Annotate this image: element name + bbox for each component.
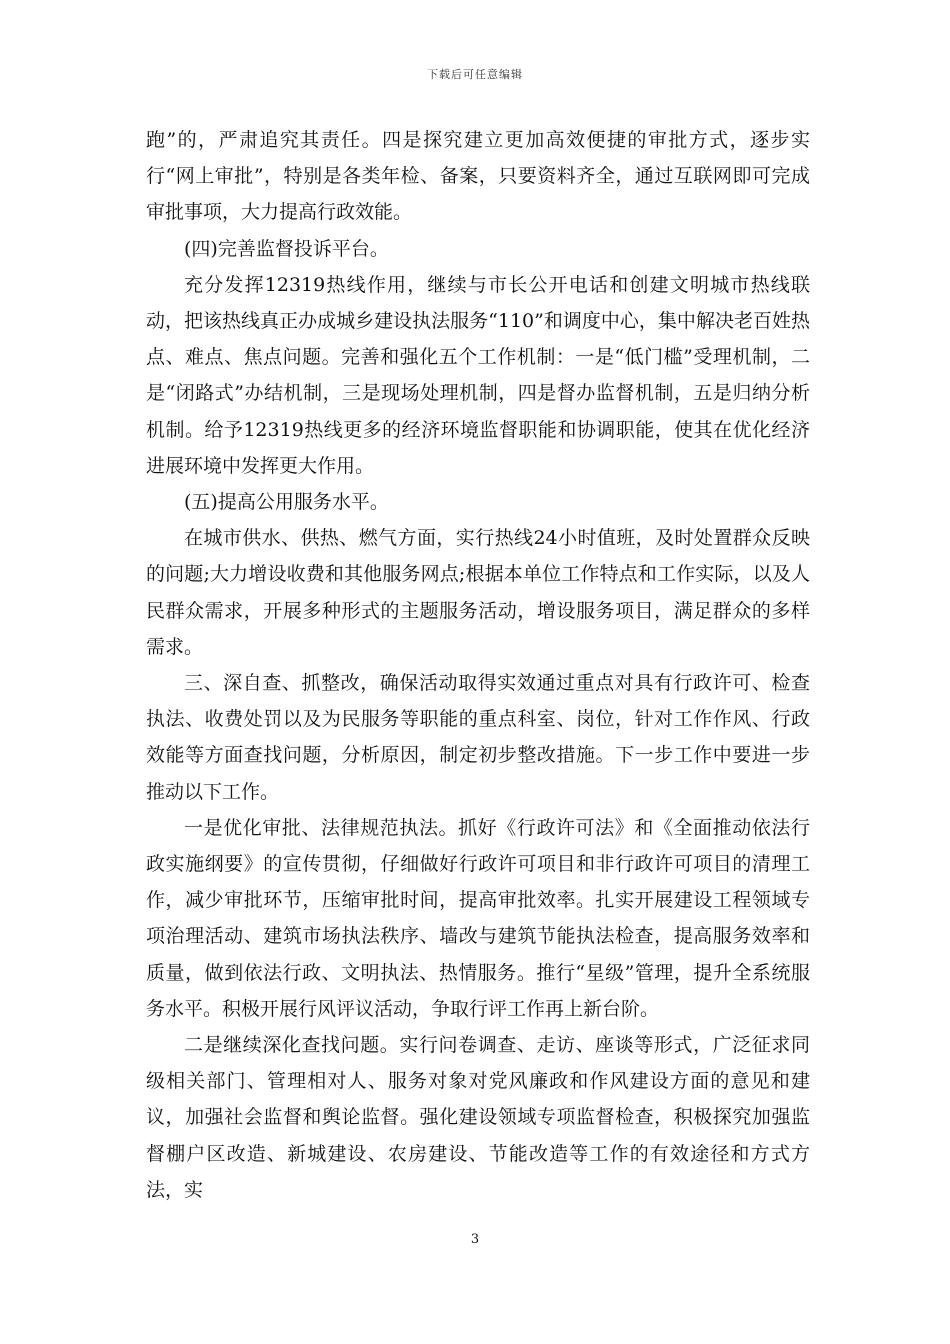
paragraph-find-problems: 二是继续深化查找问题。实行问卷调查、走访、座谈等形式，广泛征求同级相关部门、管理相对人、服务对象对党风廉政和作风建设方面的意见和建议，加强社会监督和舆论监督。强化建设领域专项监督检查，积极探究加强监督棚户区改造、新城建设、农房建设、节能改造等工作的有效途径和方式方法，实 <box>146 1034 810 1201</box>
section-heading-5: (五)提高公用服务水平。 <box>184 491 389 514</box>
paragraph-self-inspection: 三、深自查、抓整改，确保活动取得实效通过重点对具有行政许可、检查执法、收费处罚以及为民服务等职能的重点科室、岗位，针对工作作风、行政效能等方面查找问题，分析原因，制定初步整改措施。下一步工作中要进一步推动以下工作。 <box>146 672 810 803</box>
paragraph-hotline: 充分发挥12319热线作用，继续与市长公开电话和创建文明城市热线联动，把该热线真正办成城乡建设执法服务“110”和调度中心，集中解决老百姓热点、难点、焦点问题。完善和强化五个工作机制：一是“低门槛”受理机制，二是“闭路式”办结机制，三是现场处理机制，四是督办监督机制，五是归纳分析机制。给予12319热线更多的经济环境监督职能和协调职能，使其在优化经济进展环境中发挥更大作用。 <box>146 273 810 477</box>
section-heading-4: (四)完善监督投诉平台。 <box>184 237 389 260</box>
paragraph-public-service: 在城市供水、供热、燃气方面，实行热线24小时值班，及时处置群众反映的问题;大力增设收费和其他服务网点;根据本单位工作特点和工作实际，以及人民群众需求，开展多种形式的主题服务活动，增设服务项目，满足群众的多样需求。 <box>146 527 810 658</box>
document-body <box>146 122 810 1208</box>
paragraph-optimize-approval: 一是优化审批、法律规范执法。抓好《行政许可法》和《全面推动依法行政实施纲要》的宣传贯彻，仔细做好行政许可项目和非行政许可项目的清理工作，减少审批环节，压缩审批时间，提高审批效率。扎实开展建设工程领域专项治理活动、建筑市场执法秩序、墙改与建筑节能执法检查，提高服务效率和质量，做到依法行政、文明执法、热情服务。推行“星级”管理，提升全系统服务水平。积极开展行风评议活动，争取行评工作再上新台阶。 <box>146 816 810 1020</box>
page-number: 3 <box>470 1232 480 1247</box>
paragraph-continuation: 跑”的，严肃追究其责任。四是探究建立更加高效便捷的审批方式，逐步实行“网上审批”，特别是各类年检、备案，只要资料齐全，通过互联网即可完成审批事项，大力提高行政效能。 <box>146 129 810 224</box>
page-header-note: 下载后可任意编辑 <box>427 68 523 81</box>
